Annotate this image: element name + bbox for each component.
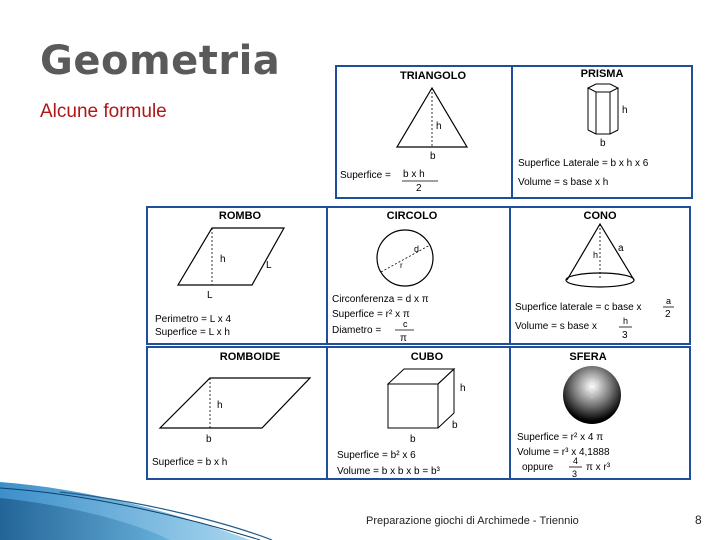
card-title: CONO bbox=[583, 210, 617, 222]
label-h: h bbox=[593, 250, 599, 260]
formula-circumference: Circonferenza = d x π bbox=[332, 294, 429, 305]
formula-volume-label: Volume = s base x bbox=[515, 321, 597, 332]
page-subtitle: Alcune formule bbox=[40, 101, 167, 122]
label-h: h bbox=[460, 383, 466, 394]
label-r: r bbox=[597, 379, 600, 388]
formula-diameter-label: Diametro = bbox=[332, 325, 382, 336]
formula-perimeter: Perimetro = L x 4 bbox=[155, 314, 232, 325]
formula-lateral: Superfice Laterale = b x h x 6 bbox=[518, 158, 649, 169]
formula-area-num: b x h bbox=[403, 169, 425, 180]
formula-volume: Volume = b x b x b = b³ bbox=[337, 466, 440, 477]
label-b: b bbox=[430, 151, 436, 162]
label-b: b bbox=[206, 434, 212, 445]
card-title: PRISMA bbox=[580, 68, 624, 80]
formula-area: Superfice = r² x 4 π bbox=[517, 432, 604, 443]
formula-volume-num: h bbox=[623, 316, 629, 326]
label-d: d bbox=[414, 244, 420, 254]
card-title: ROMBOIDE bbox=[219, 351, 281, 363]
card-sfera bbox=[510, 347, 690, 479]
card-prisma bbox=[512, 66, 692, 198]
formula-area: Superfice = b x h bbox=[152, 457, 228, 468]
formula-area: Superfice = L x h bbox=[155, 327, 230, 338]
card-cubo bbox=[327, 347, 510, 479]
formula-area: Superfice = b² x 6 bbox=[337, 450, 416, 461]
label-h: h bbox=[217, 400, 223, 411]
card-title: TRIANGOLO bbox=[400, 70, 466, 82]
decorative-swoosh bbox=[0, 480, 720, 540]
label-b-base: b bbox=[410, 434, 416, 445]
label-h: h bbox=[220, 254, 226, 265]
card-border bbox=[327, 207, 510, 344]
sphere-shape bbox=[563, 366, 621, 424]
card-title: SFERA bbox=[569, 351, 607, 363]
label-h: h bbox=[436, 121, 442, 132]
formula-volume: Volume = s base x h bbox=[518, 177, 609, 188]
card-circolo bbox=[327, 207, 510, 344]
formula-lateral-label: Superfice laterale = c base x bbox=[515, 302, 642, 313]
page-title: Geometria bbox=[40, 38, 281, 84]
formula-area-den: 2 bbox=[416, 183, 422, 194]
formula-diameter-num: c bbox=[403, 319, 408, 329]
card-title: ROMBO bbox=[218, 210, 262, 222]
footer-text: Preparazione giochi di Archimede - Triennio bbox=[366, 515, 579, 527]
formula-alt-label: oppure bbox=[522, 462, 554, 473]
card-romboide bbox=[147, 347, 327, 479]
formula-volume-den: 3 bbox=[622, 330, 628, 341]
card-title: CUBO bbox=[410, 351, 444, 363]
page-number: 8 bbox=[695, 513, 702, 527]
label-side: L bbox=[266, 260, 272, 271]
formula-diameter-den: π bbox=[400, 333, 407, 344]
label-r: r bbox=[400, 261, 403, 270]
formula-area-label: Superfice = bbox=[340, 170, 391, 181]
formula-lateral-num: a bbox=[666, 296, 672, 306]
formula-alt-tail: π x r³ bbox=[586, 462, 611, 473]
label-b: b bbox=[600, 138, 606, 149]
formula-alt-num: 4 bbox=[573, 456, 579, 466]
label-base: L bbox=[207, 290, 213, 301]
formula-lateral-den: 2 bbox=[665, 309, 671, 320]
card-rombo bbox=[147, 207, 327, 344]
label-b-side: b bbox=[452, 420, 458, 431]
label-h: h bbox=[622, 105, 628, 116]
formula-area: Superfice = r² x π bbox=[332, 309, 410, 320]
card-title: CIRCOLO bbox=[386, 210, 438, 222]
formula-alt-den: 3 bbox=[572, 469, 578, 479]
label-a: a bbox=[618, 243, 624, 254]
card-cono bbox=[510, 207, 690, 344]
card-triangolo bbox=[336, 66, 512, 198]
formula-volume: Volume = r³ x 4,1888 bbox=[517, 447, 610, 458]
